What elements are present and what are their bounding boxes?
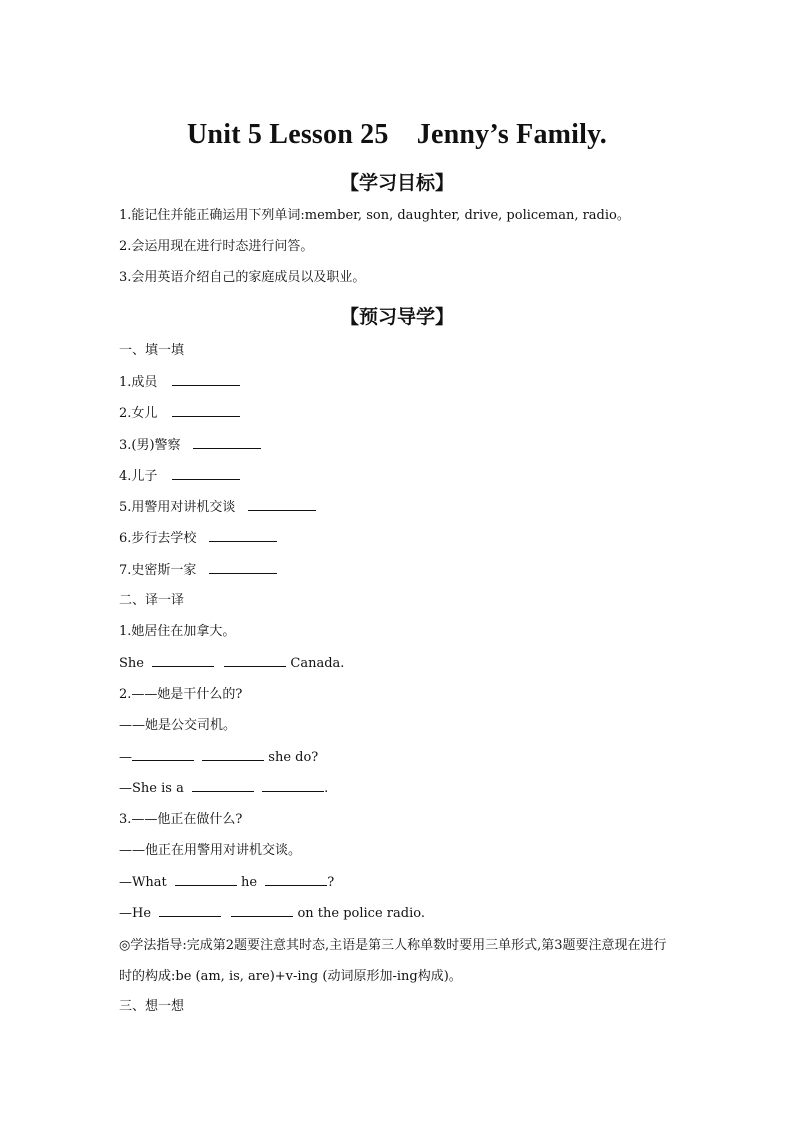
fill-item-7 [119, 561, 277, 580]
answer-blank[interactable] [248, 498, 316, 511]
fill-item-label: 4.儿子 [119, 469, 158, 484]
sentence-text: ? [327, 875, 335, 890]
sentence-text: She [119, 656, 144, 671]
fill-item-4 [119, 467, 240, 486]
answer-blank[interactable] [224, 654, 286, 667]
objective-2: 2.会运用现在进行时态进行问答。 [119, 239, 314, 254]
translate-q2-english-b [119, 779, 328, 798]
sentence-text: . [324, 781, 329, 796]
answer-blank[interactable] [193, 436, 261, 449]
answer-blank[interactable] [159, 904, 221, 917]
part3-title: 三、想一想 [119, 999, 185, 1014]
translate-q3-chinese-b: ——他正在用警用对讲机交谈。 [119, 843, 302, 858]
sentence-text: —He [119, 906, 152, 921]
answer-blank[interactable] [202, 748, 264, 761]
translate-q3-english-b [119, 904, 425, 923]
answer-blank[interactable] [265, 873, 327, 886]
answer-blank[interactable] [231, 904, 293, 917]
translate-q2-english-a [119, 748, 318, 767]
lesson-title: Unit 5 Lesson 25 Jenny’s Family. [187, 119, 607, 150]
objective-1: 1.能记住并能正确运用下列单词:member, son, daughter, drive, policeman, radio。 [119, 208, 630, 223]
translate-q1-english [119, 654, 344, 673]
answer-blank[interactable] [132, 748, 194, 761]
answer-blank[interactable] [172, 467, 240, 480]
fill-item-6 [119, 529, 277, 548]
sentence-text: she do? [268, 750, 319, 765]
objectives-heading: 【学习目标】 [339, 172, 454, 194]
fill-item-label: 6.步行去学校 [119, 531, 197, 546]
translate-q2-chinese-a: 2.——她是干什么的? [119, 687, 243, 702]
answer-blank[interactable] [172, 373, 240, 386]
answer-blank[interactable] [192, 779, 254, 792]
answer-blank[interactable] [152, 654, 214, 667]
fill-item-label: 7.史密斯一家 [119, 563, 197, 578]
fill-item-1 [119, 373, 240, 392]
fill-item-5 [119, 498, 316, 517]
objective-3: 3.会用英语介绍自己的家庭成员以及职业。 [119, 270, 366, 285]
part1-title: 一、填一填 [119, 343, 185, 358]
answer-blank[interactable] [262, 779, 324, 792]
fill-item-label: 2.女儿 [119, 406, 158, 421]
answer-blank[interactable] [175, 873, 237, 886]
sentence-text: —What [119, 875, 167, 890]
fill-item-3 [119, 436, 261, 455]
sentence-text: — [119, 750, 132, 765]
study-guide-note: ◎学法指导:完成第2题要注意其时态,主语是第三人称单数时要用三单形式,第3题要注意现在进行时的构成:be (am, is, are)+v-ing (动词原形加-ing构成)。 [119, 938, 667, 984]
sentence-text: Canada. [290, 656, 345, 671]
fill-item-label: 5.用警用对讲机交谈 [119, 500, 236, 515]
sentence-text: he [241, 875, 258, 890]
preview-heading: 【预习导学】 [339, 306, 454, 328]
fill-item-label: 3.(男)警察 [119, 438, 181, 453]
fill-item-2 [119, 404, 240, 423]
sentence-text: on the police radio. [297, 906, 425, 921]
answer-blank[interactable] [209, 561, 277, 574]
translate-q1-chinese: 1.她居住在加拿大。 [119, 624, 236, 639]
answer-blank[interactable] [172, 404, 240, 417]
translate-q3-english-a [119, 873, 334, 892]
translate-q2-chinese-b: ——她是公交司机。 [119, 718, 237, 733]
sentence-text: —She is a [119, 781, 184, 796]
answer-blank[interactable] [209, 529, 277, 542]
fill-item-label: 1.成员 [119, 375, 158, 390]
part2-title: 二、译一译 [119, 593, 185, 608]
translate-q3-chinese-a: 3.——他正在做什么? [119, 812, 243, 827]
